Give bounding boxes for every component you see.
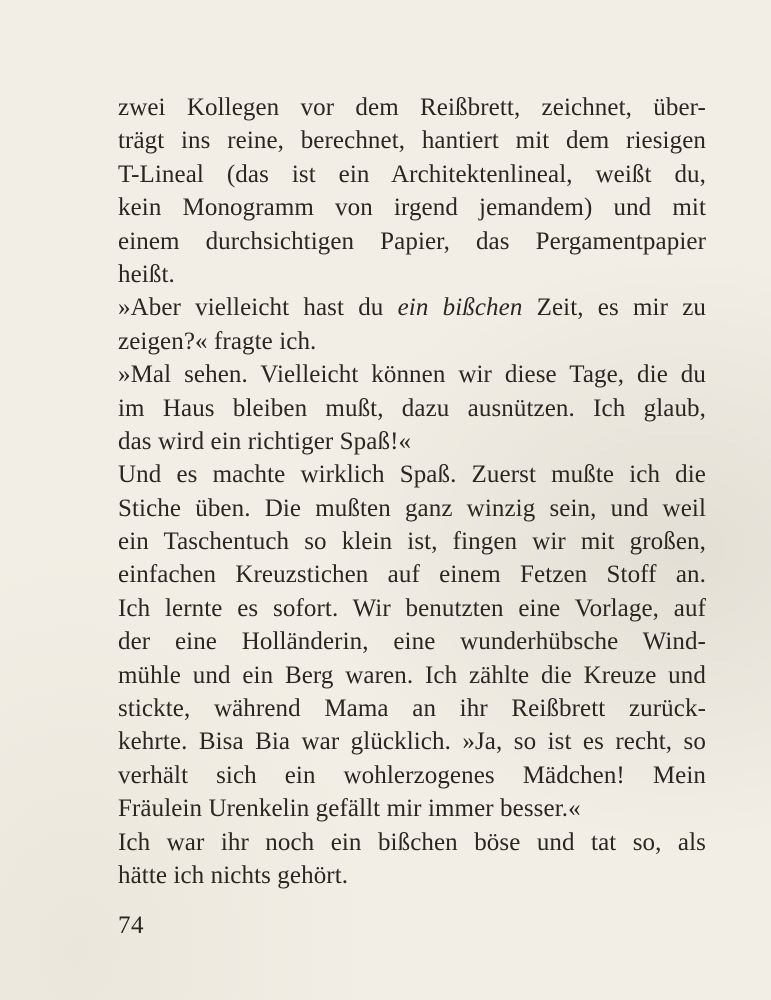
text-line: trägt ins reine, berechnet, hantiert mit dem riesigen — [118, 127, 706, 155]
text-fragment: »Aber vielleicht hast du — [118, 294, 398, 322]
text-line: »Mal sehen. Vielleicht können wir diese Tage, die du — [118, 361, 706, 389]
text-line: der eine Holländerin, eine wunderhübsche Wind- — [118, 628, 706, 656]
text-line: Und es machte wirklich Spaß. Zuerst mußte ich die — [118, 461, 706, 489]
text-line: einfachen Kreuzstichen auf einem Fetzen Stoff an. — [118, 561, 706, 589]
text-line: stickte, während Mama an ihr Reißbrett zurück- — [118, 695, 706, 723]
page-number: 74 — [118, 912, 144, 939]
text-line: mühle und ein Berg waren. Ich zählte die Kreuze und — [118, 661, 706, 689]
text-line: Ich war ihr noch ein bißchen böse und tat so, als — [118, 828, 706, 856]
text-line: hätte ich nichts gehört. — [118, 861, 349, 889]
italic-emphasis: ein bißchen — [397, 294, 523, 322]
text-line: zwei Kollegen vor dem Reißbrett, zeichnet, über- — [118, 94, 706, 121]
text-line: verhält sich ein wohlerzogenes Mädchen! Mein — [118, 761, 706, 789]
text-line: Stiche üben. Die mußten ganz winzig sein, und weil — [118, 494, 706, 522]
text-line: heißt. — [118, 260, 175, 288]
text-line: kein Monogramm von irgend jemandem) und mit — [118, 194, 706, 222]
text-line: einem durchsichtigen Papier, das Pergamentpapier — [118, 227, 706, 255]
text-line-with-italic — [118, 291, 706, 324]
text-line: Fräulein Urenkelin gefällt mir immer besser.« — [118, 795, 581, 823]
text-line: im Haus bleiben mußt, dazu ausnützen. Ich glaub, — [118, 394, 706, 422]
text-line: kehrte. Bisa Bia war glücklich. »Ja, so ist es recht, so — [118, 728, 706, 756]
text-line: ein Taschentuch so klein ist, fingen wir mit großen, — [118, 528, 706, 556]
text-line: T-Lineal (das ist ein Architektenlineal, weißt du, — [118, 160, 706, 188]
text-line: Ich lernte es sofort. Wir benutzten eine Vorlage, auf — [118, 594, 706, 622]
text-line: das wird ein richtiger Spaß!« — [118, 427, 412, 455]
text-fragment: Zeit, es mir zu — [522, 294, 706, 322]
body-text — [118, 91, 706, 892]
text-line: zeigen?« fragte ich. — [118, 327, 317, 355]
